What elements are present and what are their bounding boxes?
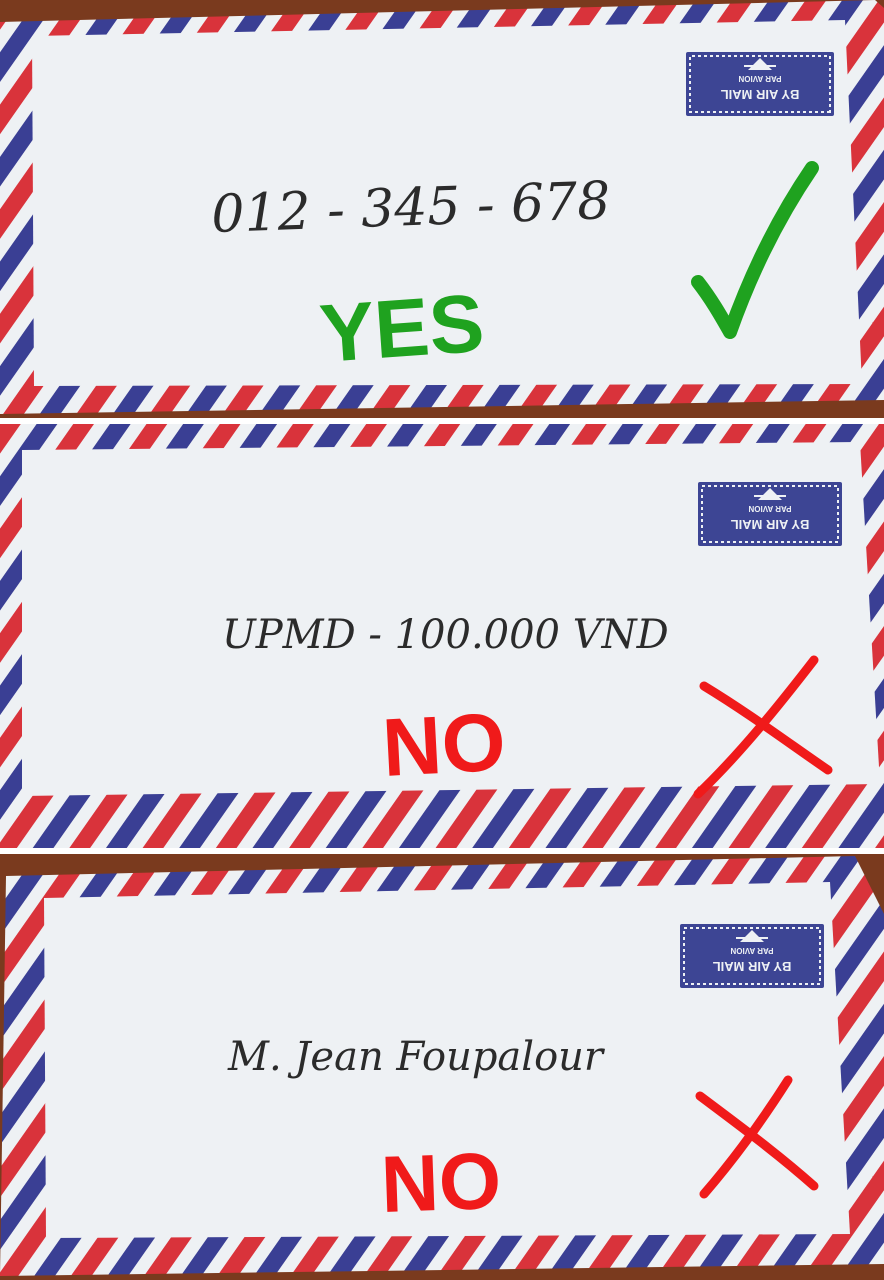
stamp-line-2: PAR AVION xyxy=(730,946,774,955)
verdict-label: NO xyxy=(379,1135,503,1229)
address-text: 012 - 345 - 678 xyxy=(210,171,612,245)
address-text: UPMD - 100.000 VND xyxy=(222,612,669,658)
stamp-line-1: BY AIR MAIL xyxy=(730,517,810,532)
stamp-line-2: PAR AVION xyxy=(748,504,792,513)
verdict-label: NO xyxy=(380,696,508,794)
envelope-photo-3 xyxy=(0,854,884,1280)
stamp-line-2: PAR AVION xyxy=(738,74,782,83)
address-text: M. Jean Foupalour xyxy=(228,1034,604,1080)
airmail-stamp xyxy=(686,52,834,116)
stamp-line-1: BY AIR MAIL xyxy=(720,87,800,102)
verdict-label: YES xyxy=(316,277,487,380)
airmail-stamp xyxy=(698,482,842,546)
airmail-stamp xyxy=(680,924,824,988)
envelope-photo-2 xyxy=(0,424,884,848)
stamp-line-1: BY AIR MAIL xyxy=(712,959,792,974)
envelope-photo-1 xyxy=(0,0,884,418)
